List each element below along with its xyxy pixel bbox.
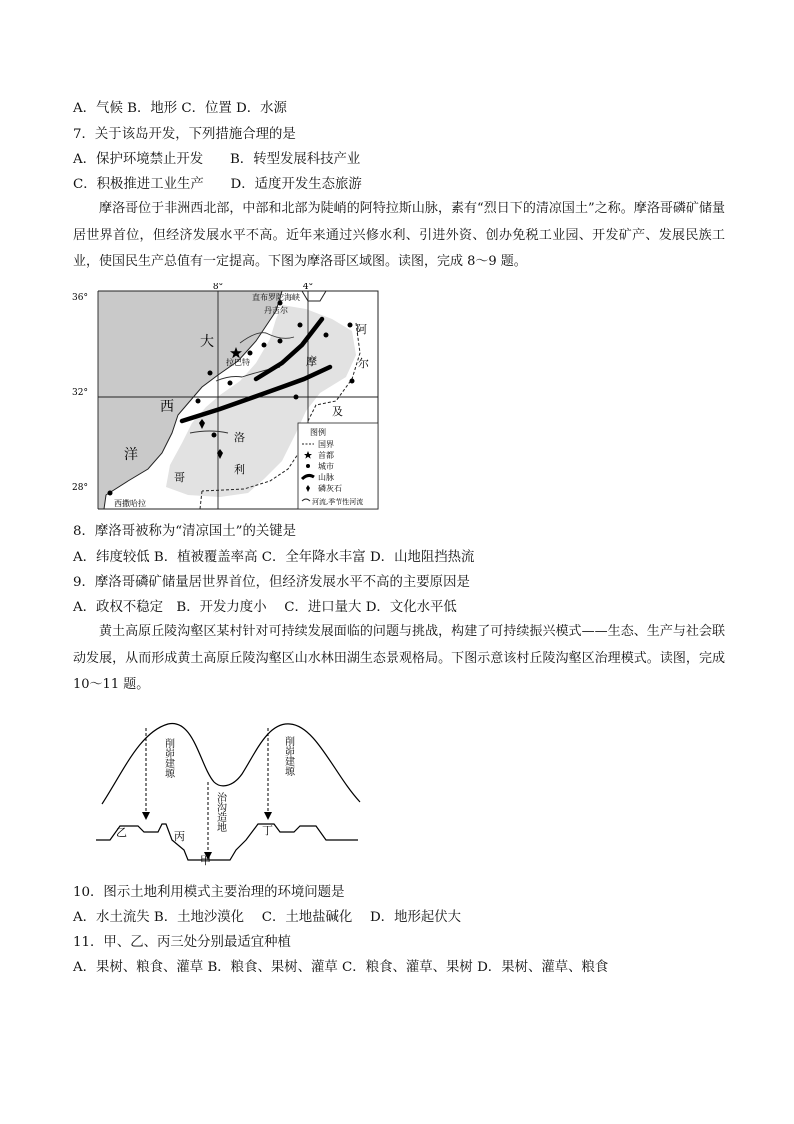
country-char-1: 摩 [306,355,317,368]
terrain-profile [102,723,360,804]
gully-diagram [96,718,366,878]
ocean-char-1: 大 [200,334,214,350]
ocean-char-3: 洋 [124,447,138,463]
passage-morocco-text: 摩洛哥位于非洲西北部，中部和北部为陡峭的阿特拉斯山脉，素有“烈日下的清凉国土”之称。摩洛哥磷矿储量居世界首位，但经济发展水平不高。近年来通过兴修水利、引进外资、创办免税工业园、开发矿产、发展民族工业，使国民生产总值有一定提高。下图为摩洛哥区域图。读图，完成 8～9 题。 [73,201,725,269]
legend-border: 国界 [318,440,334,449]
label-bing: 丙 [174,830,185,843]
passage-loess-text: 黄土高原丘陵沟壑区某村针对可持续发展面临的问题与挑战，构建了可持续振兴模式——生态、生产与社会联动发展，从而形成黄土高原丘陵沟壑区山水林田湖生态景观格局。下图示意该村丘陵沟壑区治理模式。读图，完成 10～11 题。 [73,624,725,692]
q10-stem: 10．图示土地利用模式主要治理的环境问题是 [73,885,345,900]
center-arrow-label: 治沟造地 [214,792,226,832]
label-jia: 甲 [200,854,211,867]
ocean-char-2: 西 [160,399,174,415]
right-arrow-head [264,812,272,820]
terraced-valley [96,824,358,860]
legend-city-icon [306,464,310,468]
lat-28-label: 28° [72,483,88,493]
passage-morocco [73,196,725,276]
country-char-3: 哥 [174,471,185,484]
left-arrow-label: 削峁建塬 [162,738,174,778]
q10-options: A．水土流失 B．土地沙漠化 C．土地盐碱化 D．地形起伏大 [73,910,462,925]
algeria-char-2: 尔 [358,357,369,370]
q11-options: A．果树、粮食、灌草 B．粮食、果树、灌草 C．粮食、灌草、果树 D．果树、灌草、粮食 [73,960,609,975]
q7-stem: 7．关于该岛开发，下列措施合理的是 [73,127,296,142]
q9-options: A．政权不稳定 B．开发力度小 C．进口量大 D．文化水平低 [73,600,457,615]
algeria-char-3: 及 [332,405,343,418]
algeria-char-4: 利 [234,463,245,476]
rabat-label: 拉巴特 [226,358,250,367]
tangier-label: 丹吉尔 [264,306,288,315]
passage-loess [73,619,725,699]
q7-options-row2: C．积极推进工业生产 D．适度开发生态旅游 [73,177,362,192]
label-yi: 乙 [116,826,127,839]
legend-capital: 首都 [318,451,334,460]
legend-city: 城市 [318,462,334,471]
q8-stem: 8．摩洛哥被称为“清凉国土”的关键是 [73,524,297,539]
q9-stem: 9．摩洛哥磷矿储量居世界首位，但经济发展水平不高的主要原因是 [73,575,470,590]
lat-36-label: 36° [72,293,88,303]
map-legend [298,423,378,509]
country-char-2: 洛 [234,431,245,444]
right-arrow-label: 削峁建塬 [282,736,294,776]
lon-4-label: 4° [302,283,314,292]
strait-label: 直布罗陀海峡 [252,293,300,302]
q8-options: A．纬度较低 B．植被覆盖率高 C．全年降水丰富 D．山地阻挡热流 [73,550,475,565]
legend-title: 图例 [310,428,326,437]
left-arrow-head [142,812,150,820]
q7-options-row1: A．保护环境禁止开发 B．转型发展科技产业 [73,152,361,167]
lat-32-label: 32° [72,388,88,398]
legend-phosphate: 磷灰石 [318,484,342,493]
q6-options: A．气候 B．地形 C．位置 D．水源 [73,101,287,116]
legend-river: 河流,季节性河流 [312,498,364,506]
western-sahara-label: 西撒哈拉 [114,499,146,508]
morocco-map [70,283,390,515]
lon-8-label: 8° [212,283,224,292]
algeria-char-1: 阿 [356,323,367,336]
q11-stem: 11．甲、乙、丙三处分别最适宜种植 [73,935,291,950]
legend-mountain: 山脉 [318,473,334,482]
label-ding: 丁 [262,824,273,837]
